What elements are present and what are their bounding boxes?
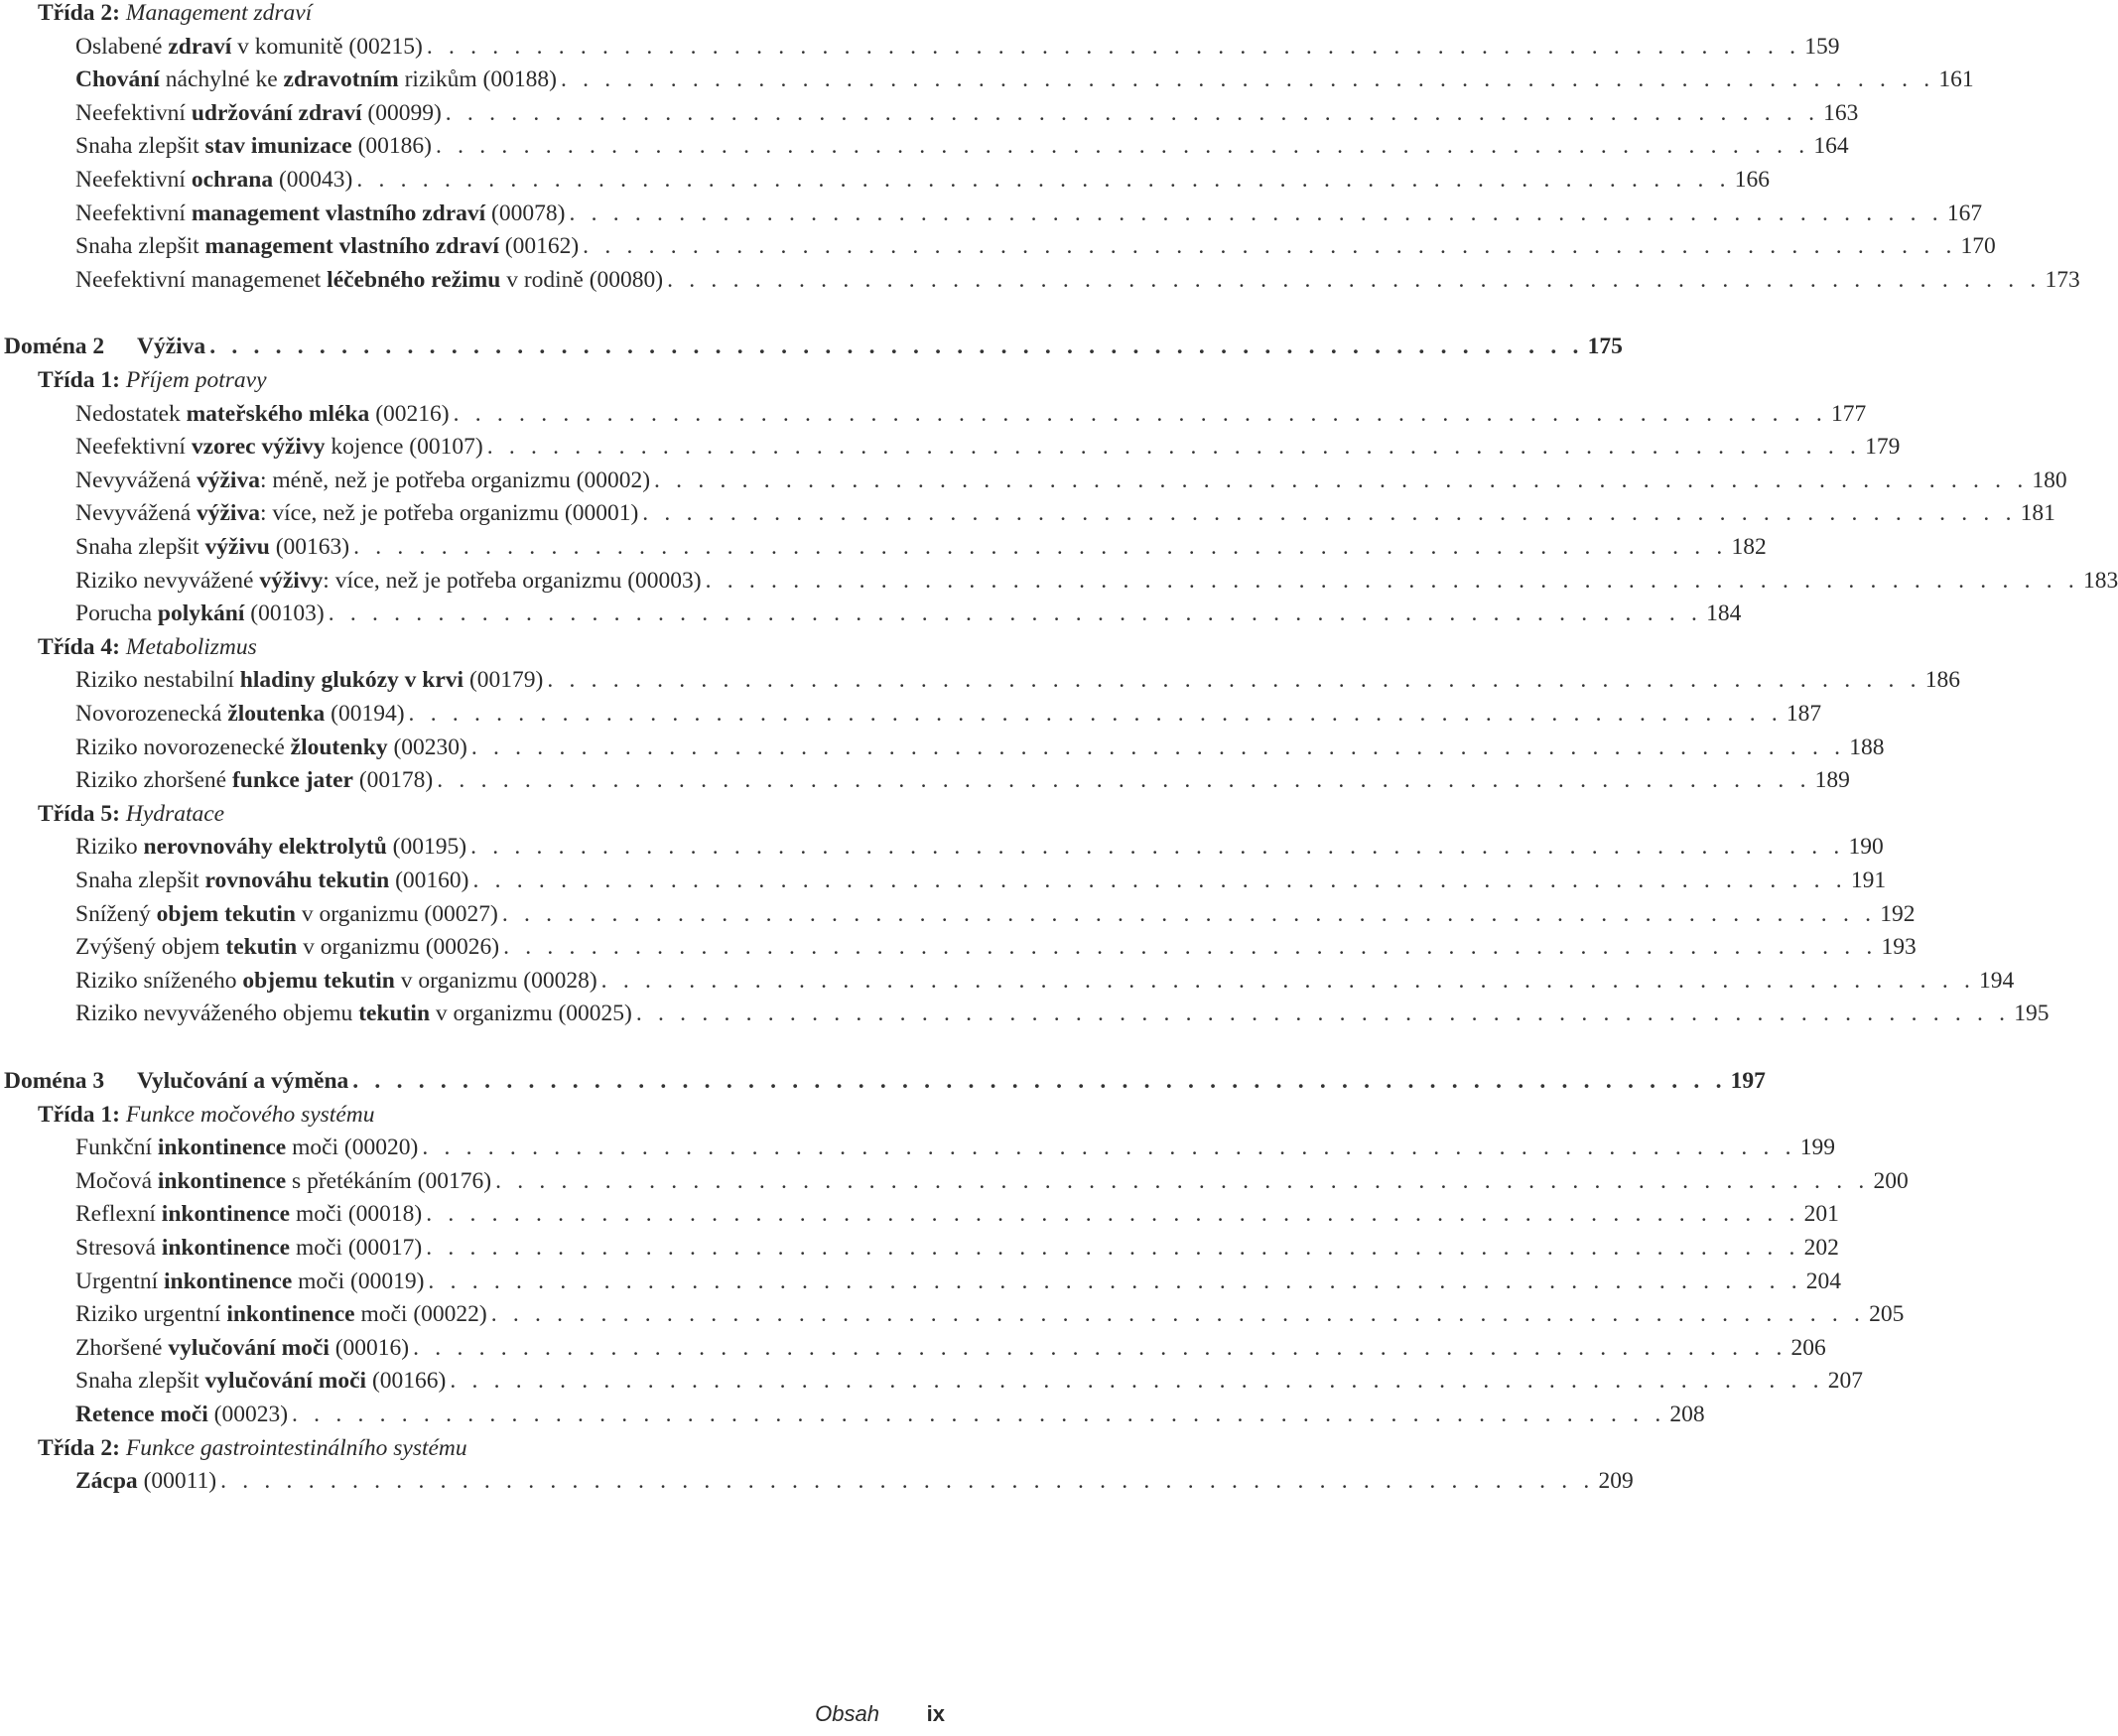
toc-entry <box>75 1402 1705 1435</box>
entry-keyword: vylučování moči <box>204 1368 367 1395</box>
toc-class-heading <box>38 1435 917 1469</box>
entry-text: kojence (00107) <box>325 434 483 461</box>
dot-leader: . . . . . . . . . . . . . . . . . . . . . . . . . . . . . . . . . . . . . . . . . . . . . . . . . . . . . . . . . . . . . . . <box>437 767 1811 794</box>
entry-title <box>75 401 450 428</box>
dot-leader: . . . . . . . . . . . . . . . . . . . . . . . . . . . . . . . . . . . . . . . . . . . . . . . . . . . . . . . . . . . . . . . <box>353 534 1728 560</box>
class-title: Management zdraví <box>125 0 313 26</box>
toc-entry <box>75 467 2067 501</box>
entry-keyword: hladiny glukózy v krvi <box>239 667 464 694</box>
entry-title <box>75 434 483 461</box>
toc-entry <box>75 834 1884 868</box>
entry-text: v organizmu (00025) <box>430 1001 632 1027</box>
toc-entry <box>75 1301 1905 1335</box>
toc-entry <box>75 701 1822 734</box>
entry-title <box>75 1269 424 1295</box>
dot-leader: . . . . . . . . . . . . . . . . . . . . . . . . . . . . . . . . . . . . . . . . . . . . . . . . . . . . . . . . . . . . . . . <box>453 400 1827 427</box>
page-number: 202 <box>1803 1235 1839 1261</box>
dot-leader: . . . . . . . . . . . . . . . . . . . . . . . . . . . . . . . . . . . . . . . . . . . . . . . . . . . . . . . . . . . . . . . <box>654 467 2029 493</box>
class-title: Metabolizmus <box>125 633 257 660</box>
class-label: Třída 2: <box>38 1434 120 1461</box>
entry-text: Snaha zlepšit <box>75 534 205 560</box>
page-number: 170 <box>1960 233 1996 260</box>
page-number: 191 <box>1850 868 1887 893</box>
page-number: 186 <box>1924 667 1960 694</box>
entry-text: (00011) <box>137 1468 217 1495</box>
entry-text: (00186) <box>351 133 432 160</box>
entry-title <box>75 568 702 595</box>
entry-text: (00103) <box>244 601 325 627</box>
toc-entry <box>75 1235 1839 1269</box>
dot-leader: . . . . . . . . . . . . . . . . . . . . . . . . . . . . . . . . . . . . . . . . . . . . . . . . . . . . . . . . . . . . . . . <box>490 1301 1866 1328</box>
entry-title <box>75 67 557 93</box>
entry-text: Urgentní <box>75 1268 164 1294</box>
toc-entry <box>75 99 1859 134</box>
entry-text: Riziko zhoršené <box>75 767 232 794</box>
entry-keyword: žloutenka <box>227 701 326 727</box>
entry-title <box>75 1301 487 1328</box>
entry-keyword: vylučování moči <box>168 1334 330 1361</box>
toc-entry <box>75 167 1770 200</box>
footer-section-label: Obsah <box>815 1701 879 1726</box>
entry-keyword: inkontinence <box>157 1135 287 1161</box>
entry-text: (00178) <box>352 767 434 794</box>
entry-text: Neefektivní <box>75 434 192 461</box>
toc-entry <box>75 33 1840 67</box>
entry-keyword: funkce jater <box>231 767 353 794</box>
toc-entry <box>75 868 1887 901</box>
page-number: 206 <box>1790 1334 1826 1361</box>
toc-entry <box>75 133 1849 167</box>
toc-entry <box>75 534 1767 568</box>
class-label: Třída 2: <box>38 0 120 26</box>
entry-text: Zhoršené <box>75 1334 169 1361</box>
entry-text: moči (00018) <box>290 1201 423 1228</box>
page-number: 208 <box>1669 1402 1705 1427</box>
entry-text: (00160) <box>389 868 469 893</box>
page-number: 199 <box>1799 1135 1835 1161</box>
page-number: 179 <box>1865 434 1901 461</box>
dot-leader: . . . . . . . . . . . . . . . . . . . . . . . . . . . . . . . . . . . . . . . . . . . . . . . . . . . . . . . . . . . . . . . <box>547 667 1921 694</box>
toc-entry <box>75 1167 1909 1202</box>
entry-text: Snížený <box>75 900 157 927</box>
page-number: 177 <box>1830 400 1867 427</box>
dot-leader: . . . . . . . . . . . . . . . . . . . . . . . . . . . . . . . . . . . . . . . . . . . . . . . . . . . . . . . . . . . . . . . <box>501 900 1877 927</box>
page-number: 195 <box>2014 1001 2050 1027</box>
entry-text: (00216) <box>369 400 450 427</box>
class-label: Třída 1: <box>38 1101 120 1128</box>
page-number: 164 <box>1813 133 1849 160</box>
entry-text: (00166) <box>366 1368 447 1395</box>
entry-keyword: inkontinence <box>164 1268 293 1294</box>
dot-leader: . . . . . . . . . . . . . . . . . . . . . . . . . . . . . . . . . . . . . . . . . . . . . . . . . . . . . . . . . . . . . . . <box>569 200 1943 226</box>
entry-keyword: udržování zdraví <box>191 99 362 126</box>
entry-text: v organizmu (00028) <box>394 967 597 994</box>
entry-text: v organizmu (00027) <box>295 900 498 927</box>
page-number: 189 <box>1814 767 1850 794</box>
page-number: 192 <box>1880 900 1916 927</box>
entry-keyword: stav imunizace <box>204 133 352 160</box>
page-number: 209 <box>1598 1468 1634 1495</box>
entry-text: Neefektivní <box>75 200 192 226</box>
dot-leader: . . . . . . . . . . . . . . . . . . . . . . . . . . . . . . . . . . . . . . . . . . . . . . . . . . . . . . . . . . . . . . . <box>435 133 1810 160</box>
entry-keyword: zdravotním <box>283 67 399 93</box>
dot-leader: . . . . . . . . . . . . . . . . . . . . . . . . . . . . . . . . . . . . . . . . . . . . . . . . . . . . . . . . . . . . . . . <box>495 1167 1870 1194</box>
entry-keyword: objemu tekutin <box>242 967 395 994</box>
entry-text: s přetékáním (00176) <box>286 1167 492 1194</box>
page-number: 184 <box>1706 601 1742 627</box>
toc-entry <box>75 934 1917 968</box>
entry-text: Snaha zlepšit <box>75 133 205 160</box>
page-number: 159 <box>1804 33 1840 60</box>
entry-title <box>75 34 423 61</box>
entry-title <box>75 834 466 861</box>
dot-leader: . . . . . . . . . . . . . . . . . . . . . . . . . . . . . . . . . . . . . . . . . . . . . . . . . . . . . . . . . . . . . . . <box>472 868 1847 893</box>
dot-leader: . . . . . . . . . . . . . . . . . . . . . . . . . . . . . . . . . . . . . . . . . . . . . . . . . . . . . . . . . . . . . . . <box>220 1468 1595 1495</box>
page-number: 194 <box>1979 967 2015 994</box>
page-number: 197 <box>1730 1068 1766 1094</box>
dot-leader: . . . . . . . . . . . . . . . . . . . . . . . . . . . . . . . . . . . . . . . . . . . . . . . . . . . . . . . . . . . . . . . <box>426 1235 1800 1261</box>
entry-keyword: objem tekutin <box>156 900 296 927</box>
entry-title <box>75 200 565 227</box>
entry-keyword: inkontinence <box>226 1301 355 1328</box>
toc-entry <box>75 1334 1826 1369</box>
dot-leader: . . . . . . . . . . . . . . . . . . . . . . . . . . . . . . . . . . . . . . . . . . . . . . . . . . . . . . . . . . . . . . . <box>352 1068 1727 1094</box>
dot-leader: . . . . . . . . . . . . . . . . . . . . . . . . . . . . . . . . . . . . . . . . . . . . . . . . . . . . . . . . . . . . . . . <box>209 334 1584 360</box>
entry-text: Snaha zlepšit <box>75 1368 205 1395</box>
class-title: Funkce močového systému <box>125 1101 375 1128</box>
entry-keyword: žloutenky <box>290 734 388 760</box>
entry-keyword: inkontinence <box>157 1167 287 1194</box>
entry-text: (00194) <box>325 701 405 727</box>
entry-title <box>75 968 597 995</box>
entry-keyword: rovnováhu tekutin <box>204 868 390 893</box>
entry-text: rizikům (00188) <box>398 67 557 93</box>
page-number: 182 <box>1731 534 1767 560</box>
entry-text: (00195) <box>386 834 467 861</box>
domain-name: Vylučování a výměna <box>137 1068 349 1094</box>
entry-text: moči (00019) <box>292 1268 425 1294</box>
entry-text: Reflexní <box>75 1201 162 1228</box>
entry-text: v rodině (00080) <box>500 266 664 293</box>
class-label: Třída 4: <box>38 633 120 660</box>
entry-title <box>75 601 325 627</box>
entry-title <box>75 267 663 294</box>
toc-entry <box>75 1201 1839 1235</box>
page-number: 205 <box>1869 1301 1905 1328</box>
page-number: 181 <box>2020 500 2055 527</box>
toc-entry <box>75 567 2118 601</box>
toc-entry <box>75 1135 1835 1168</box>
toc-entry <box>75 1268 1842 1302</box>
dot-leader: . . . . . . . . . . . . . . . . . . . . . . . . . . . . . . . . . . . . . . . . . . . . . . . . . . . . . . . . . . . . . . . <box>600 967 1976 994</box>
entry-keyword: mateřského mléka <box>186 400 370 427</box>
entry-text: Riziko sníženého <box>75 967 243 994</box>
dot-leader: . . . . . . . . . . . . . . . . . . . . . . . . . . . . . . . . . . . . . . . . . . . . . . . . . . . . . . . . . . . . . . . <box>705 567 2079 594</box>
entry-title <box>75 500 638 527</box>
toc-class-heading <box>38 801 917 835</box>
toc-entry <box>75 667 1960 701</box>
toc-entry <box>75 233 1996 267</box>
entry-title <box>75 901 498 928</box>
dot-leader: . . . . . . . . . . . . . . . . . . . . . . . . . . . . . . . . . . . . . . . . . . . . . . . . . . . . . . . . . . . . . . . <box>445 99 1820 126</box>
page-number: 187 <box>1786 701 1822 727</box>
entry-title <box>75 1001 632 1027</box>
toc-domain-heading <box>4 334 1623 367</box>
entry-text: moči (00020) <box>286 1135 419 1161</box>
entry-text: Riziko novorozenecké <box>75 734 291 760</box>
page-number: 193 <box>1881 934 1917 961</box>
domain-title <box>4 334 205 360</box>
entry-text: moči (00017) <box>290 1235 423 1261</box>
toc-entry <box>75 400 1867 435</box>
entry-title <box>75 767 433 794</box>
entry-text: Riziko nevyváženého objemu <box>75 1001 359 1027</box>
entry-text: Neefektivní <box>75 167 192 193</box>
dot-leader: . . . . . . . . . . . . . . . . . . . . . . . . . . . . . . . . . . . . . . . . . . . . . . . . . . . . . . . . . . . . . . . <box>560 67 1935 93</box>
page-number: 190 <box>1848 834 1884 861</box>
toc-entry <box>75 900 1916 935</box>
toc-entry <box>75 601 1742 634</box>
entry-keyword: tekutin <box>225 934 298 961</box>
class-title: Hydratace <box>125 800 225 827</box>
entry-keyword: výživa <box>197 500 260 527</box>
page-number: 200 <box>1873 1167 1909 1194</box>
class-title: Příjem potravy <box>125 367 267 393</box>
page-number: 163 <box>1823 99 1859 126</box>
domain-number: Doména 2 <box>4 334 105 360</box>
dot-leader: . . . . . . . . . . . . . . . . . . . . . . . . . . . . . . . . . . . . . . . . . . . . . . . . . . . . . . . . . . . . . . . <box>428 1268 1802 1294</box>
entry-keyword: výživy <box>259 567 324 594</box>
entry-keyword: zdraví <box>168 33 232 60</box>
dot-leader: . . . . . . . . . . . . . . . . . . . . . . . . . . . . . . . . . . . . . . . . . . . . . . . . . . . . . . . . . . . . . . . <box>470 834 1845 861</box>
toc-class-heading <box>38 0 917 34</box>
entry-text: : více, než je potřeba organizmu (00001) <box>259 500 639 527</box>
entry-text: Riziko urgentní <box>75 1301 227 1328</box>
entry-text: Riziko <box>75 834 144 861</box>
dot-leader: . . . . . . . . . . . . . . . . . . . . . . . . . . . . . . . . . . . . . . . . . . . . . . . . . . . . . . . . . . . . . . . <box>328 601 1703 627</box>
page-number: 166 <box>1734 167 1770 193</box>
entry-title <box>75 667 543 694</box>
dot-leader: . . . . . . . . . . . . . . . . . . . . . . . . . . . . . . . . . . . . . . . . . . . . . . . . . . . . . . . . . . . . . . . <box>635 1001 2011 1027</box>
entry-text: Novorozenecká <box>75 701 228 727</box>
entry-text: Nevyvážená <box>75 467 197 493</box>
entry-title <box>75 1335 409 1362</box>
entry-text: Neefektivní managemenet <box>75 266 328 293</box>
entry-text: Porucha <box>75 601 158 627</box>
class-title: Funkce gastrointestinálního systému <box>125 1434 467 1461</box>
entry-text: Nevyvážená <box>75 500 197 527</box>
entry-text: (00230) <box>387 734 467 760</box>
page-number: 180 <box>2032 467 2067 493</box>
entry-keyword: management vlastního zdraví <box>191 200 486 226</box>
domain-number: Doména 3 <box>4 1068 105 1094</box>
toc-entry <box>75 1468 1634 1502</box>
entry-text: : méně, než je potřeba organizmu (00002) <box>259 467 651 493</box>
page-number: 167 <box>1946 200 1983 226</box>
entry-title <box>75 1201 422 1228</box>
entry-keyword: inkontinence <box>161 1201 291 1228</box>
entry-text: : více, než je potřeba organizmu (00003) <box>323 567 702 594</box>
entry-text: (00023) <box>207 1402 289 1427</box>
entry-text: (00162) <box>498 233 580 260</box>
entry-keyword: ochrana <box>191 167 274 193</box>
toc-class-heading <box>38 634 917 668</box>
domain-title <box>4 1068 348 1095</box>
page-number: 201 <box>1803 1201 1839 1228</box>
entry-keyword: Chování <box>75 67 160 93</box>
dot-leader: . . . . . . . . . . . . . . . . . . . . . . . . . . . . . . . . . . . . . . . . . . . . . . . . . . . . . . . . . . . . . . . <box>408 701 1783 727</box>
toc-entry <box>75 500 2055 534</box>
toc-entry <box>75 1368 1863 1402</box>
page-number: 188 <box>1849 734 1885 760</box>
entry-keyword: výživu <box>204 534 270 560</box>
toc-entry <box>75 266 2080 301</box>
entry-text: Snaha zlepšit <box>75 868 205 893</box>
entry-title <box>75 133 432 160</box>
entry-title <box>75 1468 216 1495</box>
entry-text: Stresová <box>75 1235 162 1261</box>
page-number: 173 <box>2045 266 2080 293</box>
entry-keyword: tekutin <box>358 1001 431 1027</box>
entry-text: Zvýšený objem <box>75 934 226 961</box>
dot-leader: . . . . . . . . . . . . . . . . . . . . . . . . . . . . . . . . . . . . . . . . . . . . . . . . . . . . . . . . . . . . . . . <box>292 1402 1666 1427</box>
dot-leader: . . . . . . . . . . . . . . . . . . . . . . . . . . . . . . . . . . . . . . . . . . . . . . . . . . . . . . . . . . . . . . . <box>503 934 1878 961</box>
dot-leader: . . . . . . . . . . . . . . . . . . . . . . . . . . . . . . . . . . . . . . . . . . . . . . . . . . . . . . . . . . . . . . . <box>426 1201 1800 1228</box>
toc-class-heading <box>38 367 917 401</box>
entry-keyword: Zácpa <box>75 1468 138 1495</box>
entry-title <box>75 467 650 494</box>
entry-keyword: inkontinence <box>161 1235 291 1261</box>
domain-name: Výživa <box>137 334 206 360</box>
entry-title <box>75 167 352 194</box>
entry-title <box>75 1135 418 1161</box>
entry-title <box>75 534 349 561</box>
entry-text: Riziko nestabilní <box>75 667 240 694</box>
page-footer <box>0 1701 953 1731</box>
entry-text: (00099) <box>361 99 442 126</box>
dot-leader: . . . . . . . . . . . . . . . . . . . . . . . . . . . . . . . . . . . . . . . . . . . . . . . . . . . . . . . . . . . . . . . <box>486 434 1862 461</box>
entry-title <box>75 233 579 260</box>
entry-text: v komunitě (00215) <box>231 33 423 60</box>
dot-leader: . . . . . . . . . . . . . . . . . . . . . . . . . . . . . . . . . . . . . . . . . . . . . . . . . . . . . . . . . . . . . . . <box>450 1368 1824 1395</box>
entry-keyword: výživa <box>197 467 260 493</box>
entry-title <box>75 868 468 894</box>
dot-leader: . . . . . . . . . . . . . . . . . . . . . . . . . . . . . . . . . . . . . . . . . . . . . . . . . . . . . . . . . . . . . . . <box>642 500 2017 527</box>
entry-keyword: léčebného režimu <box>327 266 501 293</box>
entry-text: v organizmu (00026) <box>297 934 500 961</box>
entry-title <box>75 934 499 961</box>
page-number: 161 <box>1938 67 1974 93</box>
entry-keyword: Retence moči <box>75 1402 208 1427</box>
entry-title <box>75 1402 288 1428</box>
dot-leader: . . . . . . . . . . . . . . . . . . . . . . . . . . . . . . . . . . . . . . . . . . . . . . . . . . . . . . . . . . . . . . . <box>426 33 1801 60</box>
entry-text: Neefektivní <box>75 99 192 126</box>
page-number: 175 <box>1587 334 1623 360</box>
entry-text: moči (00022) <box>354 1301 487 1328</box>
entry-title <box>75 100 442 127</box>
entry-text: (00179) <box>463 667 544 694</box>
entry-keyword: polykání <box>157 601 245 627</box>
entry-title <box>75 1168 491 1195</box>
entry-title <box>75 701 405 728</box>
page-number: 204 <box>1805 1268 1842 1294</box>
dot-leader: . . . . . . . . . . . . . . . . . . . . . . . . . . . . . . . . . . . . . . . . . . . . . . . . . . . . . . . . . . . . . . . <box>470 734 1846 760</box>
dot-leader: . . . . . . . . . . . . . . . . . . . . . . . . . . . . . . . . . . . . . . . . . . . . . . . . . . . . . . . . . . . . . . . <box>667 266 2042 293</box>
toc-entry <box>75 434 1901 467</box>
entry-text: náchylné ke <box>159 67 284 93</box>
toc-entry <box>75 767 1850 801</box>
entry-text: (00078) <box>485 200 566 226</box>
entry-text: Nedostatek <box>75 400 187 427</box>
page-number: 207 <box>1827 1368 1863 1395</box>
toc-class-heading <box>38 1102 917 1135</box>
entry-text: Oslabené <box>75 33 169 60</box>
entry-title <box>75 1235 422 1262</box>
entry-text: Riziko nevyvážené <box>75 567 260 594</box>
entry-text: Snaha zlepšit <box>75 233 205 260</box>
class-label: Třída 1: <box>38 367 120 393</box>
entry-text: (00016) <box>329 1334 410 1361</box>
toc-entry <box>75 734 1885 768</box>
toc-entry <box>75 1001 2050 1034</box>
entry-keyword: vzorec výživy <box>191 434 326 461</box>
toc-entry <box>75 967 2015 1002</box>
page-number: 183 <box>2082 567 2118 594</box>
entry-text: Funkční <box>75 1135 158 1161</box>
entry-title <box>75 734 467 761</box>
entry-text: (00043) <box>273 167 353 193</box>
toc-entry <box>75 200 1983 234</box>
toc-entry <box>75 67 1974 100</box>
entry-keyword: nerovnováhy elektrolytů <box>143 834 387 861</box>
entry-text: Močová <box>75 1167 158 1194</box>
class-label: Třída 5: <box>38 800 120 827</box>
dot-leader: . . . . . . . . . . . . . . . . . . . . . . . . . . . . . . . . . . . . . . . . . . . . . . . . . . . . . . . . . . . . . . . <box>422 1135 1796 1161</box>
dot-leader: . . . . . . . . . . . . . . . . . . . . . . . . . . . . . . . . . . . . . . . . . . . . . . . . . . . . . . . . . . . . . . . <box>356 167 1731 193</box>
toc-domain-heading <box>4 1068 1766 1102</box>
dot-leader: . . . . . . . . . . . . . . . . . . . . . . . . . . . . . . . . . . . . . . . . . . . . . . . . . . . . . . . . . . . . . . . <box>413 1334 1787 1361</box>
entry-title <box>75 1368 446 1395</box>
entry-text: (00163) <box>269 534 350 560</box>
footer-page-number: ix <box>926 1701 945 1726</box>
dot-leader: . . . . . . . . . . . . . . . . . . . . . . . . . . . . . . . . . . . . . . . . . . . . . . . . . . . . . . . . . . . . . . . <box>583 233 1957 260</box>
entry-keyword: management vlastního zdraví <box>204 233 499 260</box>
